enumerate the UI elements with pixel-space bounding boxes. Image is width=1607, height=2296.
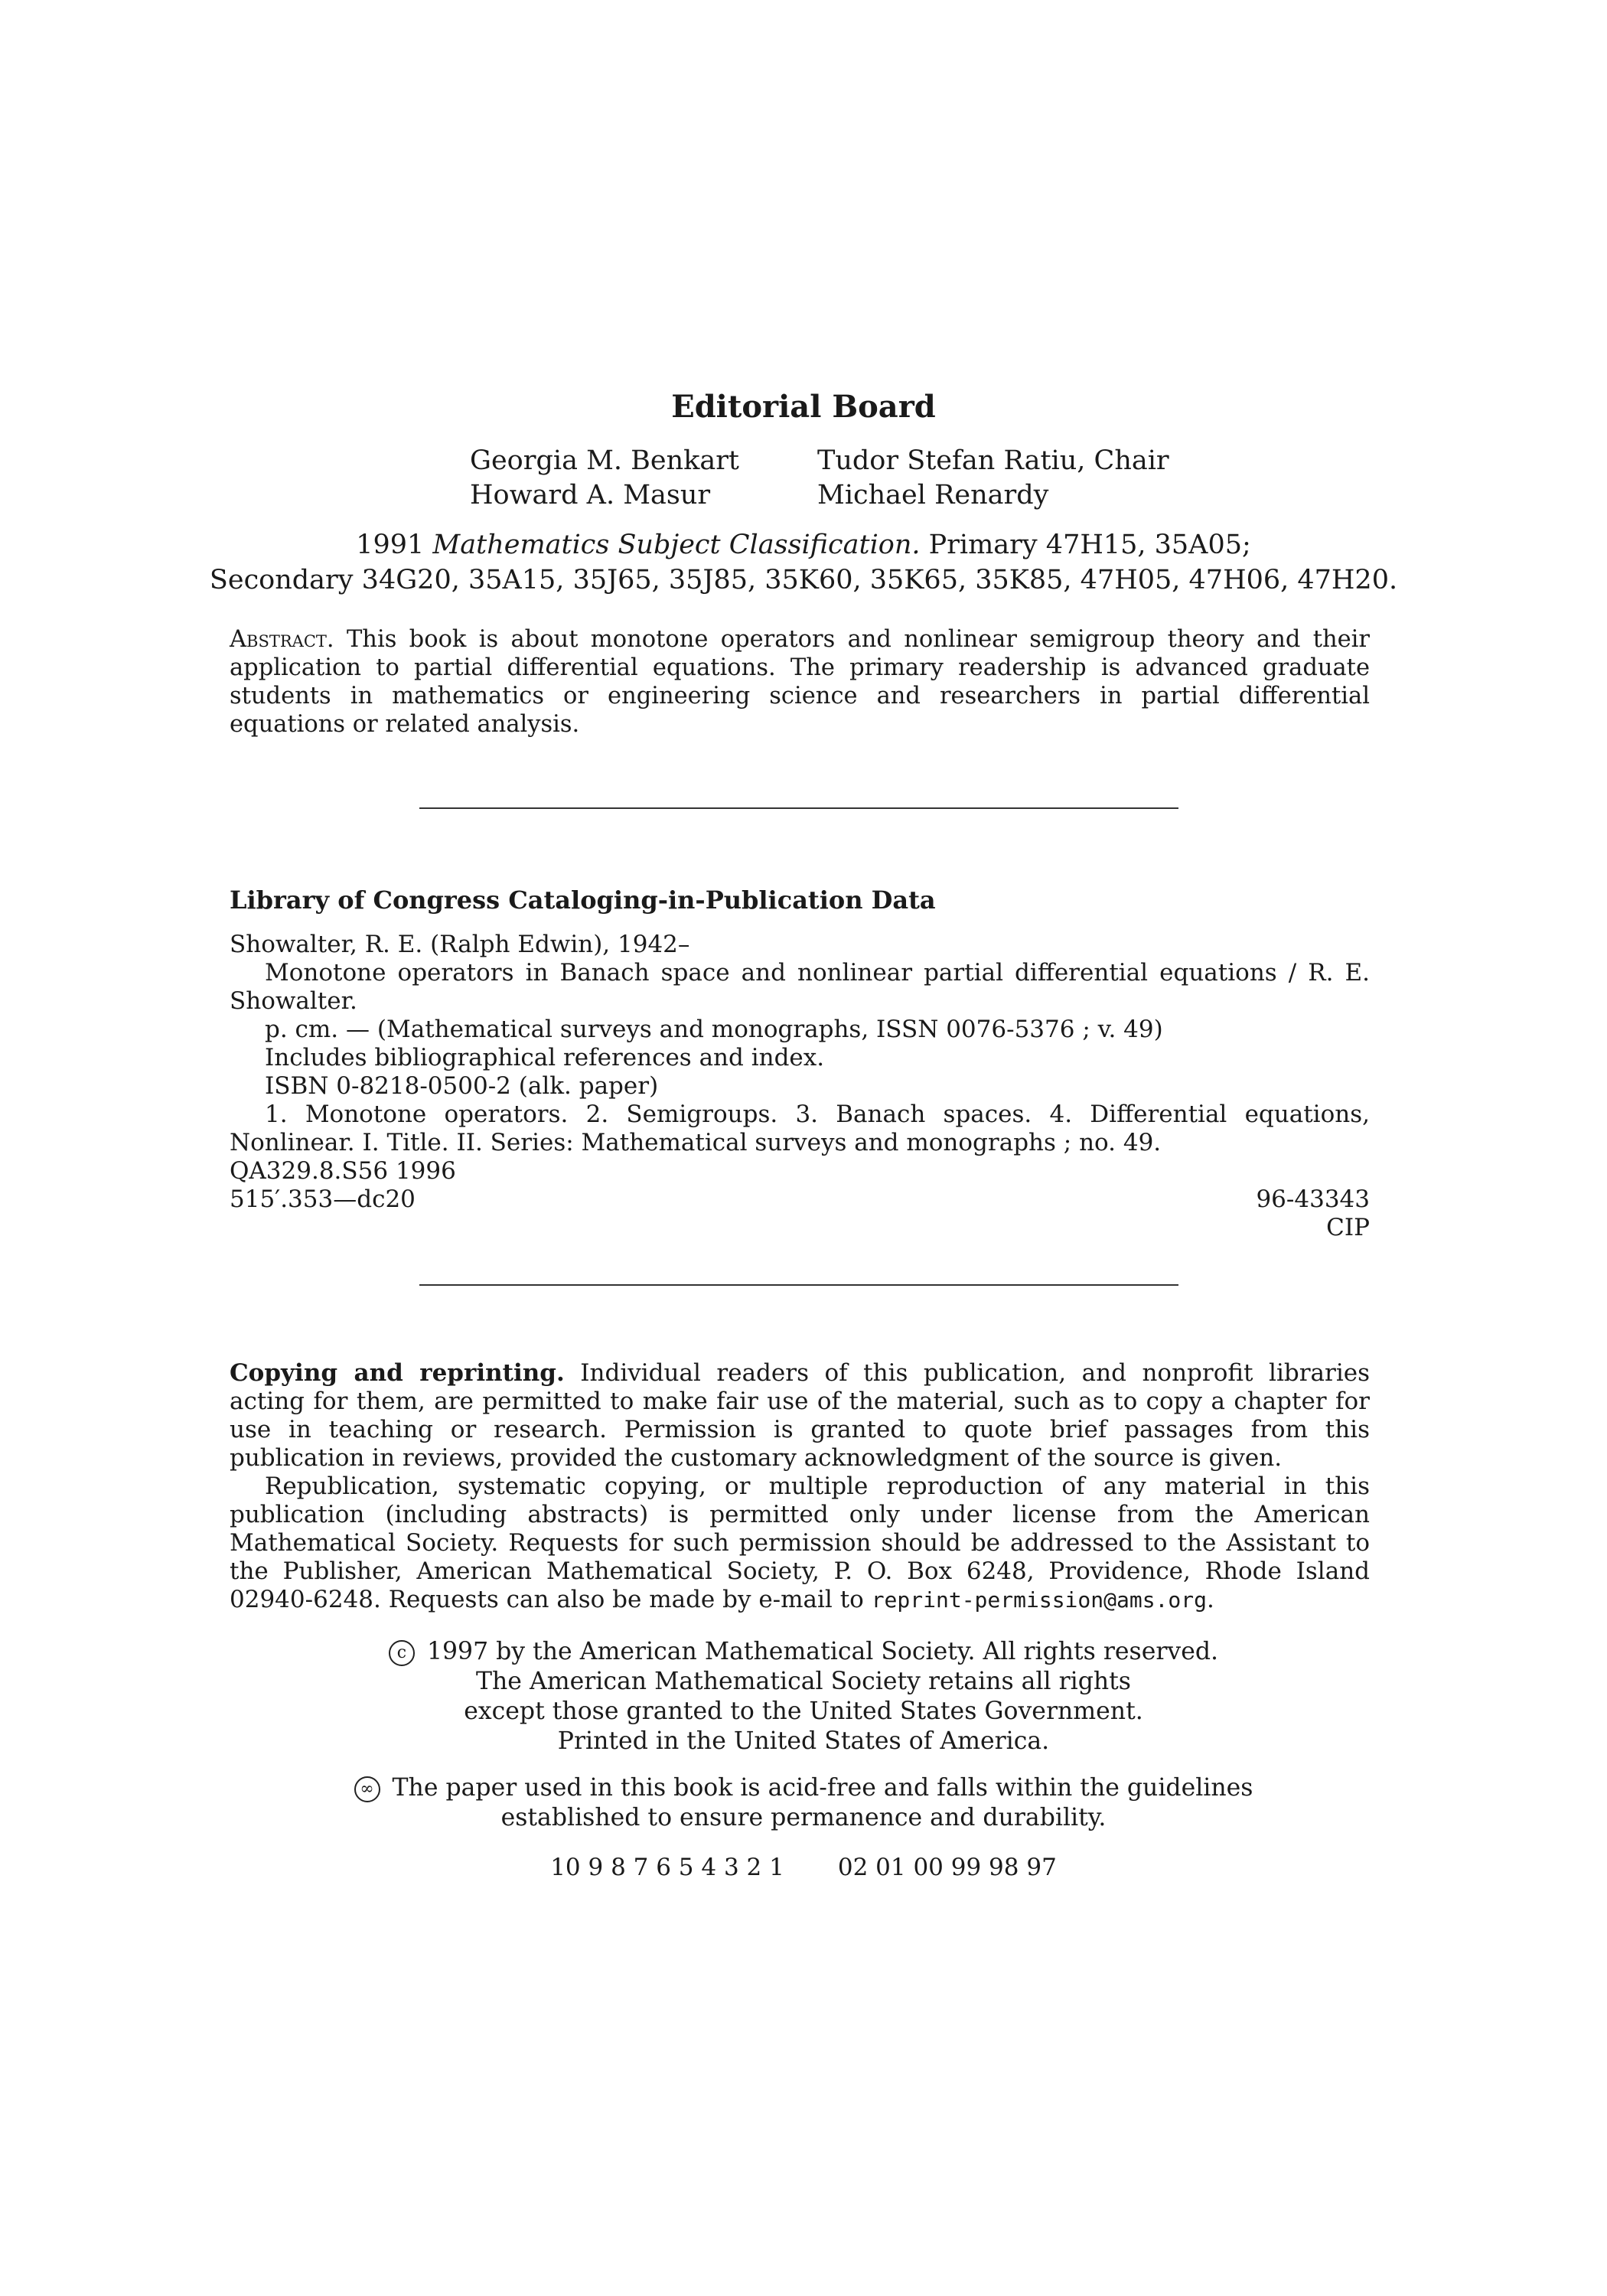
cataloging-bibliography: Includes bibliographical references and index. bbox=[265, 1044, 825, 1071]
email-link[interactable]: reprint-permission@ams.org bbox=[871, 1587, 1207, 1613]
cataloging-subjects: 1. Monotone operators. 2. Semigroups. 3. Banach spaces. 4. Differential equations, Nonlinear. I. Title. II. Series: Mathematical surveys and monographs ; no. 49. bbox=[230, 1101, 1370, 1156]
printing-impressions: 10 9 8 7 6 5 4 3 2 1 bbox=[550, 1854, 784, 1881]
board-member: Tudor Stefan Ratiu, Chair bbox=[817, 445, 1169, 476]
abstract-label: Abstract. bbox=[230, 626, 334, 653]
editorial-board-left-column bbox=[470, 444, 739, 513]
copying-section bbox=[230, 1359, 1370, 1614]
cataloging-record bbox=[230, 931, 1370, 1242]
cataloging-dewey: 515′.353—dc20 bbox=[230, 1186, 416, 1213]
copying-heading: Copying and reprinting. bbox=[230, 1359, 565, 1387]
subject-classification-secondary: Secondary 34G20, 35A15, 35J65, 35J85, 35K60, 35K65, 35K85, 47H05, 47H06, 47H20. bbox=[209, 565, 1398, 595]
cataloging-series: p. cm. — (Mathematical surveys and monographs, ISSN 0076-5376 ; v. 49) bbox=[265, 1016, 1163, 1043]
cataloging-dewey-row bbox=[230, 1186, 1370, 1214]
board-member: Michael Renardy bbox=[817, 480, 1049, 510]
rights-notice: c 1997 by the American Mathematical Society. All rights reserved. The American Mathematical Society retains all rights except those granted to the United States Government. Printed in the United States of America. bbox=[0, 1637, 1607, 1756]
divider bbox=[419, 1284, 1178, 1286]
cataloging-cip: CIP bbox=[1326, 1214, 1370, 1241]
classification-label: Mathematics Subject Classification. bbox=[432, 530, 921, 560]
cataloging-title: Monotone operators in Banach space and nonlinear partial differential equations / R. E. Showalter. bbox=[230, 959, 1370, 1015]
copying-paragraph-1: Copying and reprinting. Individual readers of this publication, and nonprofit libraries acting for them, are permitted to make fair use of the material, such as to copy a chapter for use in teaching or research. Permission is granted to quote brief passages from this publication in reviews, provided the customary acknowledgment of the source is given. bbox=[230, 1359, 1370, 1472]
copying-paragraph-2: Republication, systematic copying, or multiple reproduction of any material in this publication (including abstracts) is permitted only under license from the American Mathematical Society. Requests for such permission should be addressed to the Assistant to the Publisher, American Mathematical Society, P. O. Box 6248, Providence, Rhode Island 02940-6248. Requests can also be made by e-mail to reprint-permission@ams.org. bbox=[230, 1473, 1370, 1613]
classification-year: 1991 bbox=[356, 530, 425, 560]
printing-line bbox=[0, 1854, 1607, 1881]
divider bbox=[419, 807, 1178, 809]
subject-classification-primary bbox=[0, 530, 1607, 560]
printing-years: 02 01 00 99 98 97 bbox=[837, 1854, 1057, 1881]
paper-notice: ∞ The paper used in this book is acid-free and falls within the guidelines established to ensure permanence and durability. bbox=[0, 1773, 1607, 1833]
acid-free-icon: ∞ bbox=[354, 1776, 380, 1802]
board-member: Georgia M. Benkart bbox=[470, 445, 739, 476]
cataloging-heading: Library of Congress Cataloging-in-Publication Data bbox=[230, 885, 936, 915]
cataloging-isbn: ISBN 0-8218-0500-2 (alk. paper) bbox=[265, 1072, 659, 1100]
copyright-icon: c bbox=[389, 1640, 415, 1666]
cataloging-call-number: QA329.8.S56 1996 bbox=[230, 1157, 456, 1185]
board-member: Howard A. Masur bbox=[470, 480, 711, 510]
cataloging-lccn: 96-43343 bbox=[1256, 1186, 1370, 1213]
cataloging-author: Showalter, R. E. (Ralph Edwin), 1942– bbox=[230, 931, 690, 958]
abstract-text: This book is about monotone operators and nonlinear semigroup theory and their application to partial differential equations. The primary readership is advanced graduate students in mathematics or engineering science and researchers in partial differential equations or related analysis. bbox=[230, 626, 1370, 738]
classification-primary: Primary 47H15, 35A05; bbox=[928, 530, 1251, 560]
editorial-board-right-column bbox=[817, 444, 1169, 513]
abstract bbox=[230, 625, 1370, 739]
editorial-board-title: Editorial Board bbox=[671, 389, 936, 425]
